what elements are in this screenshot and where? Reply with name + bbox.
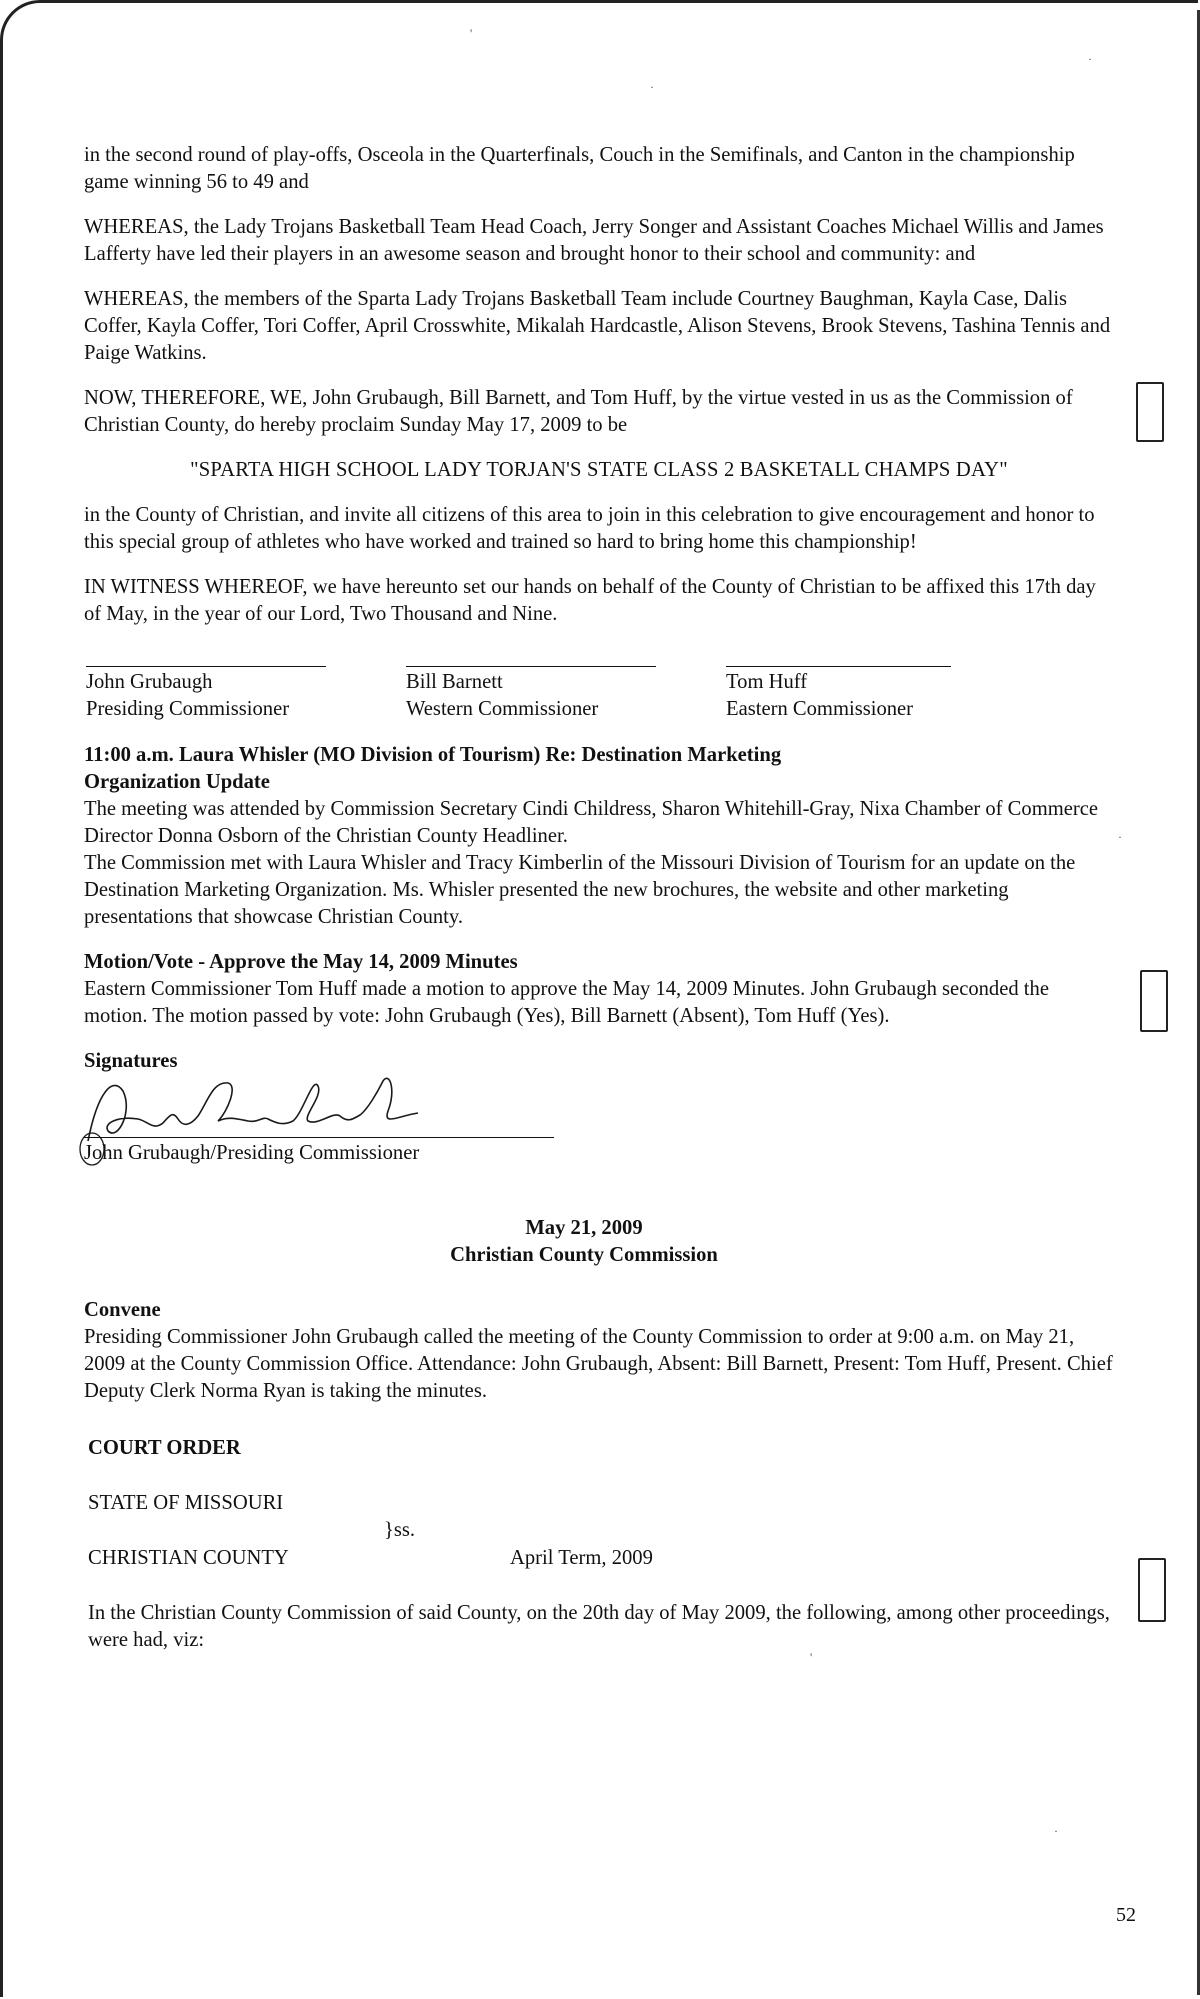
state-label: STATE OF MISSOURI — [88, 1492, 284, 1514]
scan-speck: ' — [810, 1650, 813, 1664]
tourism-attendance: The meeting was attended by Commission Secretary Cindi Childress, Sharon Whitehill-Gray, Nixa Chamber of Commerce Director Donna Osborn of the Christian County Headliner. — [84, 798, 1099, 847]
paragraph-invite: in the County of Christian, and invite all citizens of this area to join in this celebration to give encouragement and honor to this special group of athletes who have worked and trained so hard to bring home this championship! — [84, 504, 1095, 553]
term-label: April Term, 2009 — [510, 1547, 653, 1569]
signer-name: Bill Barnett — [406, 671, 503, 693]
signature-line — [726, 666, 951, 667]
tourism-heading: 11:00 a.m. Laura Whisler (MO Division of Tourism) Re: Destination Marketing — [84, 744, 782, 766]
tourism-update: The Commission met with Laura Whisler and Tracy Kimberlin of the Missouri Division of Tourism for an update on the Destination Marketing Organization. Ms. Whisler presented the new brochures, the website and other marketing presentations that showcase Christian County. — [84, 852, 1076, 928]
signer-title: Presiding Commissioner — [86, 698, 290, 720]
signatures-heading: Signatures — [84, 1050, 178, 1072]
county-label: CHRISTIAN COUNTY — [88, 1547, 289, 1569]
motion-body: Eastern Commissioner Tom Huff made a motion to approve the May 14, 2009 Minutes. John Grubaugh seconded the motion. The motion passed by vote: John Grubaugh (Yes), Bill Barnett (Absent), Tom Huff (Yes). — [84, 978, 1049, 1027]
scan-speck: · — [1088, 52, 1092, 66]
signature-caption: John Grubaugh/Presiding Commissioner — [84, 1137, 554, 1167]
motion-heading: Motion/Vote - Approve the May 14, 2009 Minutes — [84, 951, 518, 973]
paragraph-now-therefore: NOW, THEREFORE, WE, John Grubaugh, Bill Barnett, and Tom Huff, by the virtue vested in us as the Commission of Christian County, do hereby proclaim Sunday May 17, 2009 to be — [84, 387, 1073, 436]
signer-block — [86, 666, 326, 723]
scan-speck: · — [650, 80, 654, 94]
signer-name: Tom Huff — [726, 671, 808, 693]
document-body — [84, 142, 1114, 1654]
signature-line — [86, 666, 326, 667]
margin-checkbox — [1136, 382, 1164, 442]
margin-checkbox — [1140, 970, 1168, 1032]
paragraph-members: WHEREAS, the members of the Sparta Lady Trojans Basketball Team include Courtney Baughman, Kayla Case, Dalis Coffer, Kayla Coffer, Tori Coffer, April Crosswhite, Mikalah Hardcastle, Alison Stevens, Brook Stevens, Tashina Tennis and Paige Watkins. — [84, 288, 1111, 364]
scan-speck: ' — [470, 26, 473, 40]
court-order-heading: COURT ORDER — [88, 1437, 241, 1459]
paragraph-witness: IN WITNESS WHEREOF, we have hereunto set our hands on behalf of the County of Christian to be affixed this 17th day of May, in the year of our Lord, Two Thousand and Nine. — [84, 576, 1096, 625]
ss-label: }ss. — [384, 1519, 416, 1541]
signature-area — [84, 1079, 1114, 1169]
paragraph-playoffs: in the second round of play-offs, Osceola in the Quarterfinals, Couch in the Semifinals, and Canton in the championship game winning 56 to 49 and — [84, 144, 1075, 193]
court-order-body: In the Christian County Commission of said County, on the 20th day of May 2009, the following, among other proceedings, were had, viz: — [88, 1602, 1110, 1651]
meeting-body-name: Christian County Commission — [450, 1244, 718, 1266]
tourism-heading-cont: Organization Update — [84, 771, 270, 793]
convene-body: Presiding Commissioner John Grubaugh called the meeting of the County Commission to order at 9:00 a.m. on May 21, 2009 at the County Commission Office. Attendance: John Grubaugh, Absent: Bill Barnett, Present: Tom Huff, Present. Chief Deputy Clerk Norma Ryan is taking the minutes. — [84, 1326, 1113, 1402]
convene-heading: Convene — [84, 1299, 161, 1321]
scan-speck: · — [1118, 830, 1122, 844]
proclamation-title: "SPARTA HIGH SCHOOL LADY TORJAN'S STATE CLASS 2 BASKETALL CHAMPS DAY" — [190, 459, 1008, 481]
page-number: 52 — [1116, 1904, 1136, 1926]
meeting-date: May 21, 2009 — [525, 1217, 643, 1239]
signer-title: Eastern Commissioner — [726, 698, 914, 720]
scan-speck: · — [1054, 1824, 1058, 1838]
signer-name: John Grubaugh — [86, 671, 213, 693]
signature-block-row — [84, 666, 1114, 728]
paragraph-coaches: WHEREAS, the Lady Trojans Basketball Team Head Coach, Jerry Songer and Assistant Coaches Michael Willis and James Lafferty have led their players in an awesome season and brought honor to their school and community: and — [84, 216, 1104, 265]
signer-title: Western Commissioner — [406, 698, 599, 720]
signature-line — [406, 666, 656, 667]
signer-block — [406, 666, 656, 723]
signer-block — [726, 666, 951, 723]
margin-checkbox — [1138, 1558, 1166, 1622]
